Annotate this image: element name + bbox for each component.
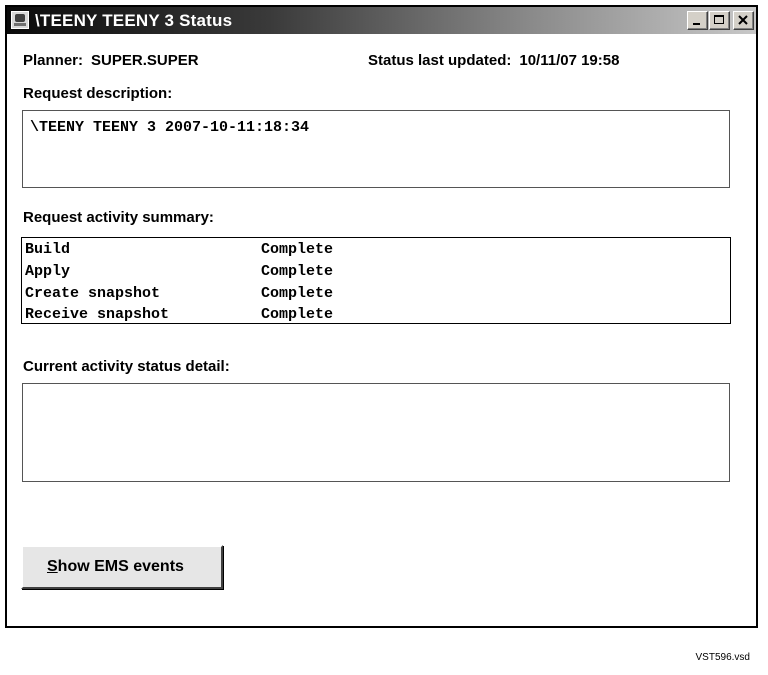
activity-name: Apply — [25, 263, 71, 280]
show-ems-events-text: how EMS events — [57, 558, 184, 575]
activity-status: Complete — [261, 263, 334, 280]
minimize-icon — [688, 12, 707, 29]
activity-summary-label: Request activity summary: — [23, 209, 214, 226]
maximize-icon — [710, 12, 729, 29]
status-detail-box[interactable] — [22, 383, 730, 482]
activity-status: Complete — [261, 241, 334, 258]
activity-name: Create snapshot — [25, 285, 161, 302]
show-ems-events-button[interactable] — [21, 545, 223, 589]
app-window-icon[interactable] — [11, 11, 29, 29]
activity-status: Complete — [261, 285, 334, 302]
activity-status: Complete — [261, 306, 334, 323]
status-detail-label: Current activity status detail: — [23, 358, 230, 375]
activity-name: Build — [25, 241, 71, 258]
planner-value: SUPER.SUPER — [91, 52, 199, 69]
maximize-button[interactable] — [709, 11, 730, 30]
request-description-label: Request description: — [23, 85, 173, 102]
status-window — [5, 5, 758, 628]
activity-name: Receive snapshot — [25, 306, 170, 323]
title-bar[interactable] — [7, 7, 756, 34]
status-updated-label: Status last updated: — [368, 52, 512, 69]
figure-footnote: VST596.vsd — [695, 652, 750, 663]
close-button[interactable] — [733, 11, 754, 30]
show-ems-events-label — [47, 558, 184, 576]
request-description-value: \TEENY TEENY 3 2007-10-11:18:34 — [30, 119, 310, 136]
minimize-button[interactable] — [687, 11, 708, 30]
close-icon — [734, 12, 753, 29]
status-updated-field — [368, 52, 619, 69]
activity-summary-list[interactable] — [21, 237, 731, 324]
request-description-box[interactable] — [22, 110, 730, 188]
status-updated-value: 10/11/07 19:58 — [519, 52, 620, 69]
planner-label: Planner: — [23, 52, 84, 69]
planner-field — [23, 52, 199, 69]
show-ems-events-mnemonic: S — [47, 558, 58, 575]
window-title: \TEENY TEENY 3 Status — [35, 11, 233, 30]
